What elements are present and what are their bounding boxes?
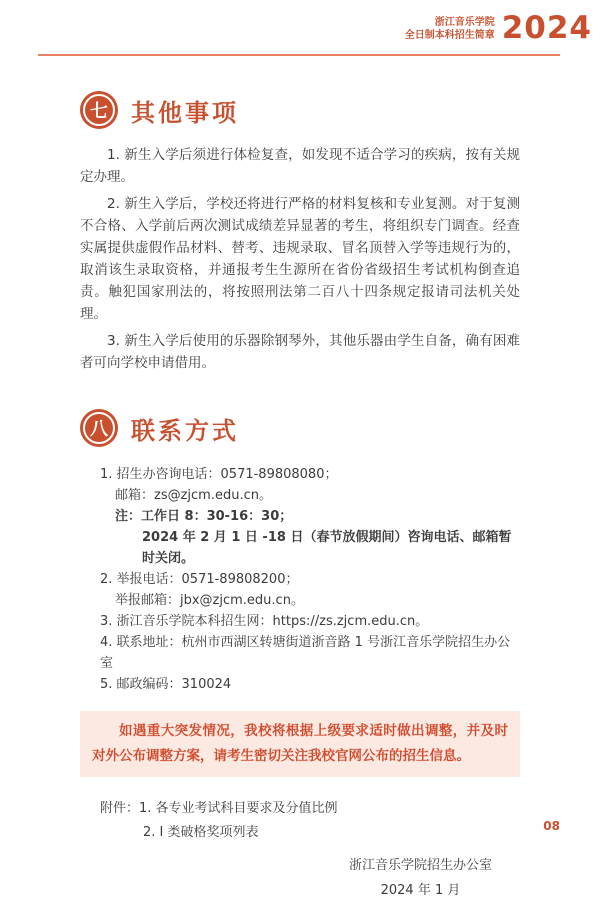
attachment-line-1 [100,797,520,821]
section-other-title: 其他事项 [131,98,239,127]
holiday-closure-note: 2024 年 2 月 1 日 -18 日（春节放假期间）咨询电话、邮箱暂时关闭。 [142,530,512,566]
attachment-item-2: 2. I 类破格奖项列表 [143,825,259,840]
notice-box [80,711,520,777]
content-column [80,90,520,903]
attachments-block [100,797,520,845]
section-seven-circle-icon [80,91,118,129]
contact-address-line: 4. 联系地址：杭州市西湖区转塘街道浙音路 1 号浙江音乐学院招生办公室 [100,635,511,671]
signature-org: 浙江音乐学院招生办公室 [348,858,492,873]
brochure-subtitle: 全日制本科招生简章 [404,29,495,41]
signature-date: 2024 年 1 月 [380,883,461,898]
org-name: 浙江音乐学院 [434,16,495,28]
signature-wrap [80,853,520,903]
section-contact-title: 联系方式 [131,416,239,445]
section-other-body [80,144,520,374]
header-brand-block [404,10,592,46]
section-seven-number: 七 [83,94,115,126]
notice-text: 如遇重大突发情况，我校将根据上级要求适时做出调整，并及时对外公布调整方案，请考生密切关注我校官网公布的招生信息。 [92,723,508,764]
signature-block [349,853,492,903]
section-eight-circle-icon [80,409,118,447]
page-number: 08 [543,819,560,833]
attachments-label: 附件： [100,801,140,816]
admissions-website-line: 3. 浙江音乐学院本科招生网：https://zs.zjcm.edu.cn。 [100,614,429,629]
report-email-line: 举报邮箱：jbx@zjcm.edu.cn。 [115,593,304,608]
year-label: 2024 [501,10,592,46]
section-eight-number: 八 [83,412,115,444]
section-other-heading [80,90,520,130]
report-phone-line: 2. 举报电话：0571-89808200； [100,572,299,587]
postal-code-line: 5. 邮政编码：310024 [100,677,232,692]
work-hours-note: 注：工作日 8：30-16：30； [115,509,293,524]
paragraph-review-retest: 2. 新生入学后，学校还将进行严格的材料复核和专业复测。对于复测不合格、入学前后两次测试成绩差异显著的考生，将组织专门调查。经查实属提供虚假作品材料、替考、违规录取、冒名顶替入学等违规行为的，取消该生录取资格，并通报考生生源所在省份省级招生考试机构倒查追责。触犯国家刑法的，将按照刑法第二百八十四条规定报请司法机关处理。 [80,196,520,322]
header-org-lines [405,16,495,42]
paragraph-health-check: 1. 新生入学后须进行体检复查，如发现不适合学习的疾病，按有关规定办理。 [80,147,520,185]
contact-list [100,464,520,695]
contact-phone-line: 1. 招生办咨询电话：0571-89808080； [100,467,338,482]
paragraph-instruments: 3. 新生入学后使用的乐器除钢琴外，其他乐器由学生自备，确有困难者可向学校申请借用。 [80,333,520,371]
header-divider [38,54,560,56]
section-contact-heading [80,408,520,448]
contact-email-line: 邮箱：zs@zjcm.edu.cn。 [115,488,272,503]
attachment-item-1: 1. 各专业考试科目要求及分值比例 [139,801,338,816]
